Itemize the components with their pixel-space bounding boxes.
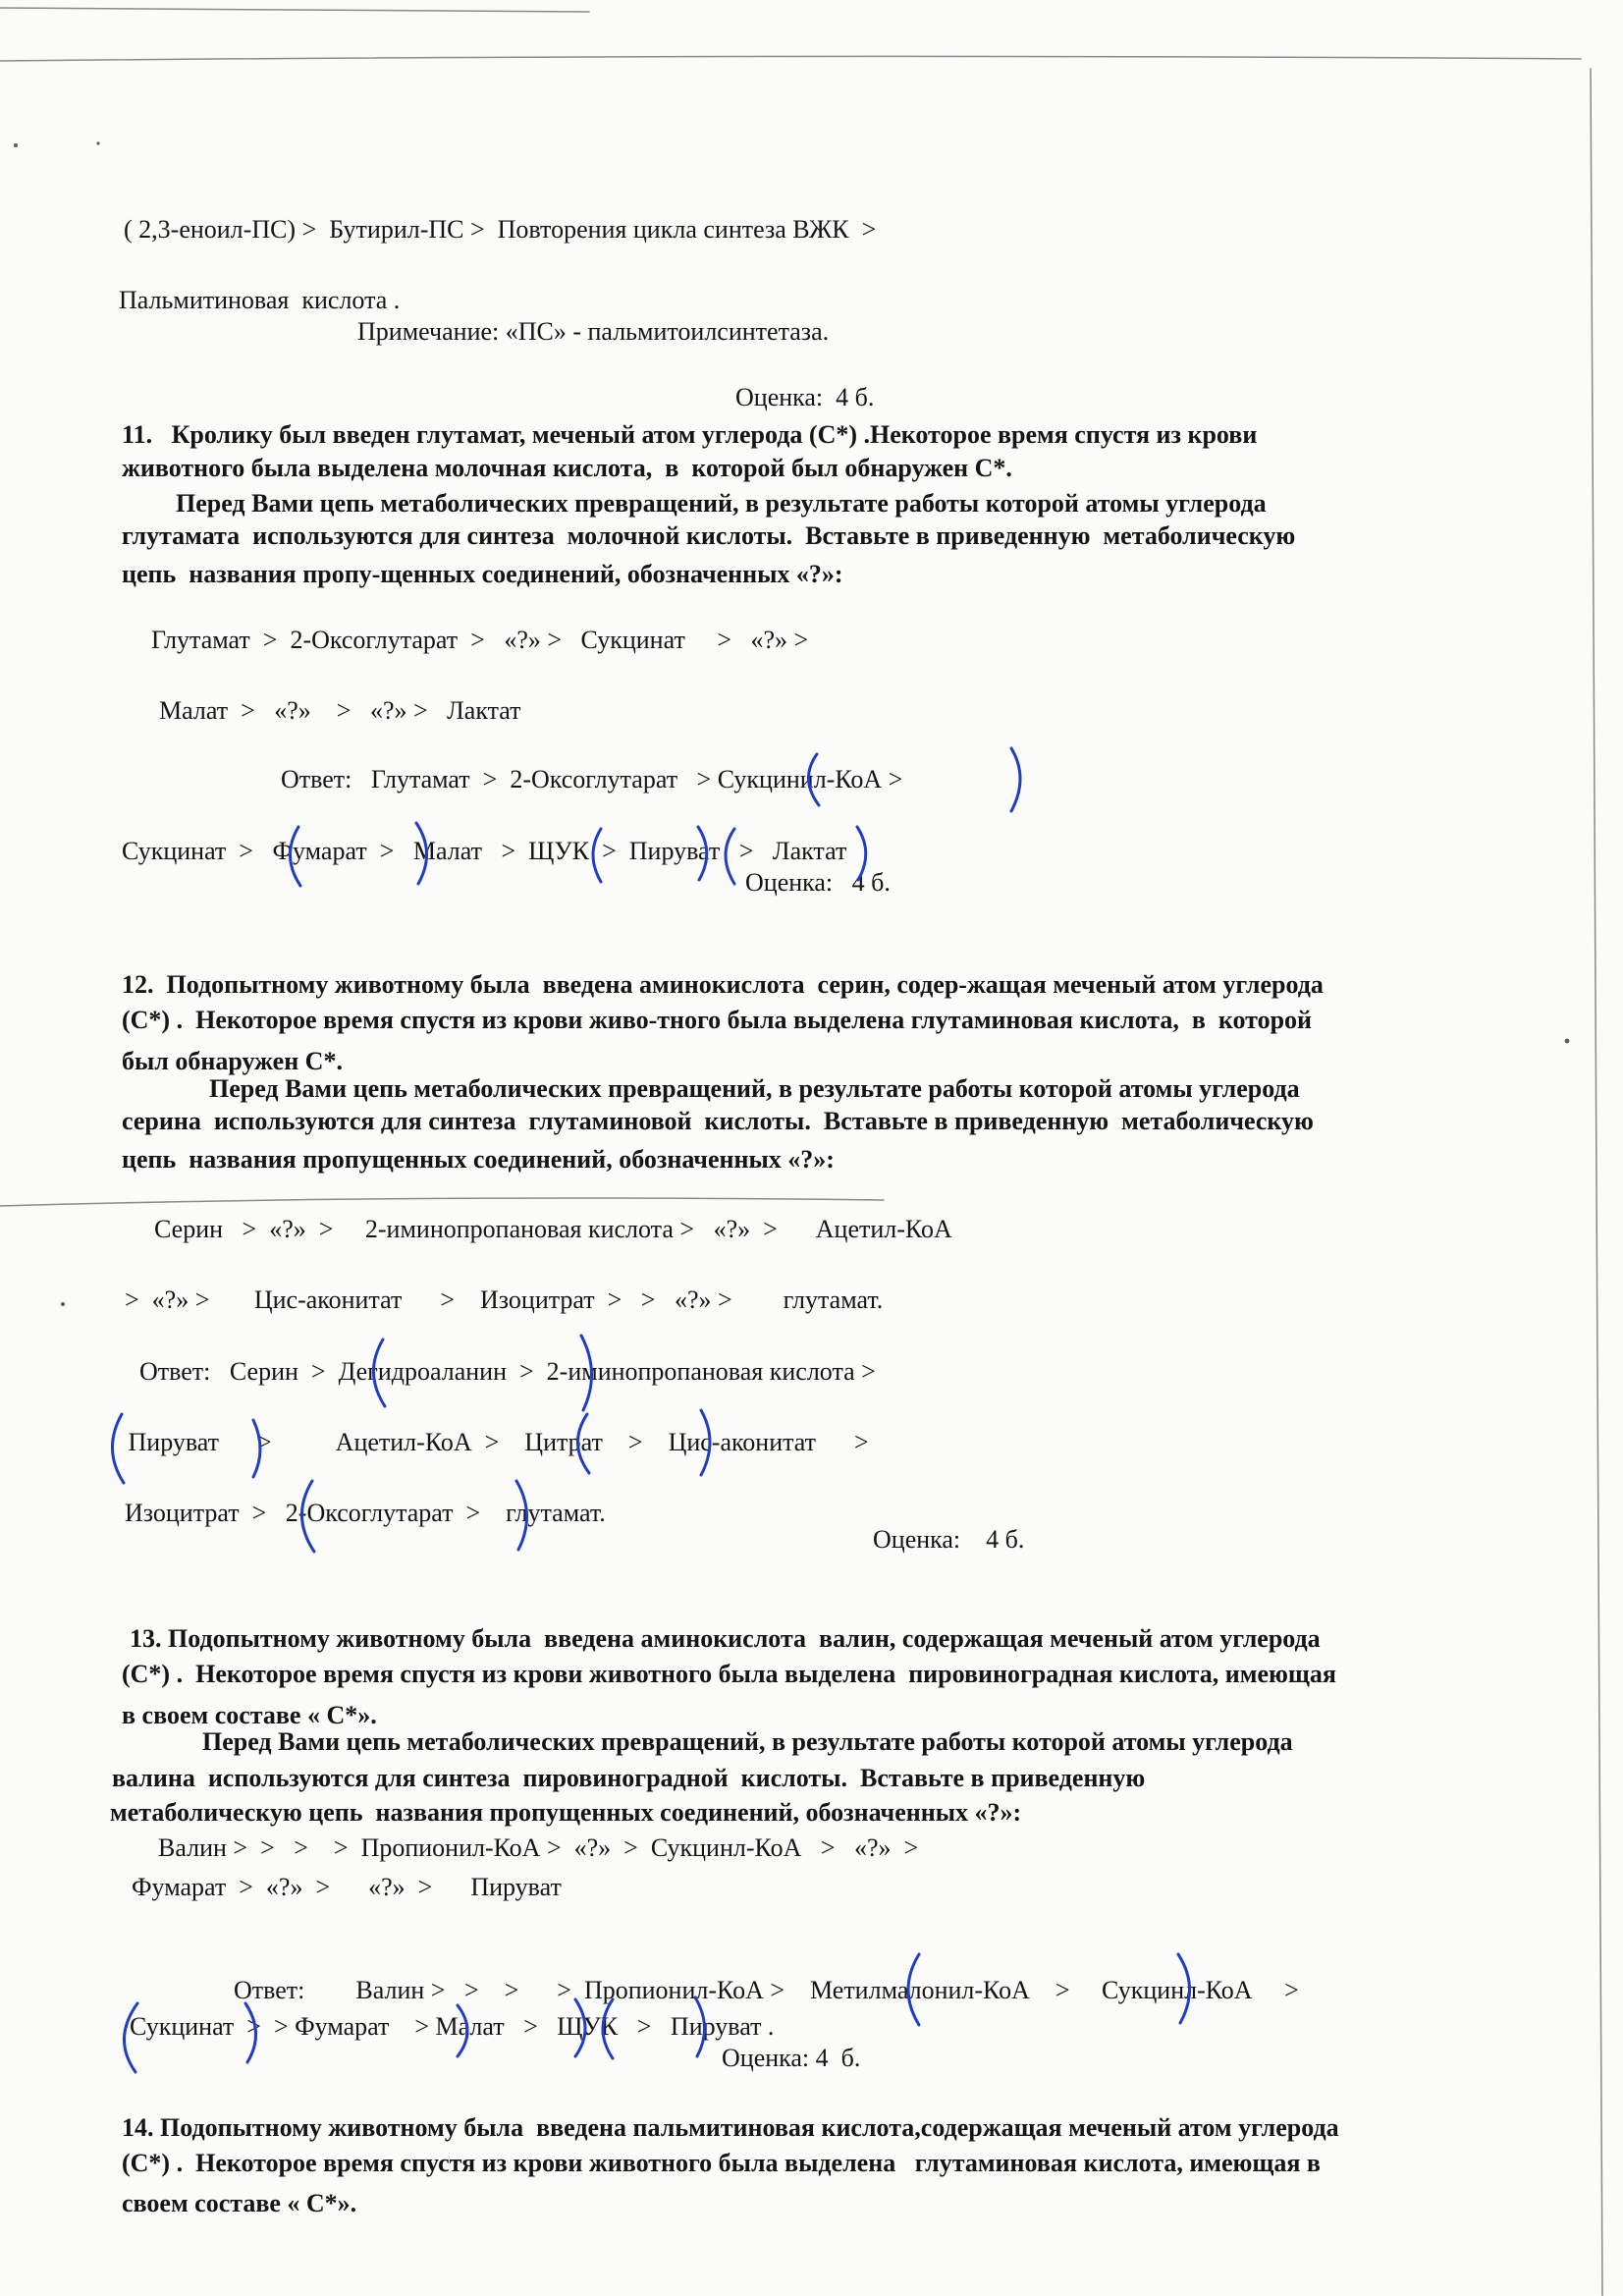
- q13-text: Перед Вами цепь метаболических превращений, в результате работы которой атомы углерода: [202, 1727, 1293, 1756]
- q12-text: Перед Вами цепь метаболических превращений, в результате работы которой атомы углерода: [209, 1074, 1300, 1103]
- q14-text: своем составе « С*».: [122, 2189, 357, 2217]
- q13-chain: Фумарат > «?» > «?» > Пируват: [132, 1873, 562, 1901]
- note-line: Примечание: «ПС» - пальмитоилсинтетаза.: [357, 317, 830, 346]
- score-line: Оценка: 4 б.: [735, 383, 875, 411]
- bracket-close: [1011, 748, 1020, 811]
- scan-fold-line: [0, 1198, 884, 1206]
- q11-answer: Сукцинат > Фумарат > Малат > ЩУК > Пируват > Лактат: [122, 837, 847, 865]
- q13-answer: Сукцинат > > Фумарат > Малат > ЩУК > Пируват .: [130, 2012, 775, 2041]
- q11-chain: Малат > «?» > «?» > Лактат: [159, 696, 521, 725]
- q11-text: 11. Кролику был введен глутамат, меченый атом углерода (С*) .Некоторое время спустя из крови: [122, 420, 1258, 449]
- q12-text: серина используются для синтеза глутаминовой кислоты. Вставьте в приведенную метаболическую: [122, 1107, 1314, 1135]
- scan-edge-page: [0, 56, 1581, 61]
- q12-answer: Пируват > Ацетил-КоА > Цитрат > Цис-аконитат >: [122, 1428, 869, 1456]
- q14-text: (С*) . Некоторое время спустя из крови животного была выделена глутаминовая кислота, имеющая в: [122, 2149, 1321, 2177]
- scan-speck: [96, 141, 99, 144]
- q13-chain: Валин > > > > Пропионил-КоА > «?» > Сукцинл-КоА > «?» >: [158, 1833, 919, 1862]
- scan-edge-top: [0, 8, 589, 12]
- q13-text: 13. Подопытному животному была введена аминокислота валин, содержащая меченый атом углерода: [130, 1624, 1321, 1653]
- q12-text: (С*) . Некоторое время спустя из крови живо-тного была выделена глутаминовая кислота, в которой: [122, 1006, 1313, 1034]
- q11-text: Перед Вами цепь метаболических превращений, в результате работы которой атомы углерода: [176, 489, 1267, 518]
- q11-chain: Глутамат > 2-Оксоглутарат > «?» > Сукцинат > «?» >: [151, 626, 809, 654]
- q13-text: валина используются для синтеза пировиноградной кислоты. Вставьте в приведенную: [112, 1764, 1146, 1792]
- q11-text: цепь названия пропу-щенных соединений, обозначенных «?»:: [122, 560, 843, 588]
- q12-answer: Изоцитрат > 2-Оксоглутарат > глутамат.: [125, 1499, 606, 1527]
- q14-text: 14. Подопытному животному была введена пальмитиновая кислота,содержащая меченый атом углерода: [122, 2113, 1339, 2142]
- q12-chain: Серин > «?» > 2-иминопропановая кислота > «?» > Ацетил-КоА: [154, 1215, 952, 1243]
- q12-text: был обнаружен С*.: [122, 1047, 343, 1075]
- scan-speck: [1565, 1039, 1570, 1044]
- q12-answer: Ответ: Серин > Дегидроаланин > 2-иминопропановая кислота >: [139, 1357, 876, 1386]
- q11-answer: Ответ: Глутамат > 2-Оксоглутарат > Сукцинил-КоА >: [281, 765, 903, 793]
- q12-chain: > «?» > Цис-аконитат > Изоцитрат > > «?» > глутамат.: [125, 1285, 884, 1314]
- q13-score: Оценка: 4 б.: [722, 2044, 861, 2072]
- scan-speck: [14, 143, 18, 147]
- scan-speck: [61, 1302, 65, 1306]
- text-line: ( 2,3-еноил-ПС) > Бутирил-ПС > Повторения цикла синтеза ВЖК >: [124, 215, 877, 244]
- q12-score: Оценка: 4 б.: [873, 1525, 1025, 1554]
- q11-text: животного была выделена молочная кислота, в которой был обнаружен С*.: [122, 454, 1012, 482]
- q12-text: цепь названия пропущенных соединений, обозначенных «?»:: [122, 1145, 835, 1174]
- q13-answer: Ответ: Валин > > > > Пропионил-КоА > Метилмалонил-КоА > Сукцинл-КоА >: [234, 1976, 1299, 2004]
- q12-text: 12. Подопытному животному была введена аминокислота серин, содер-жащая меченый атом углерода: [122, 970, 1324, 999]
- text-line: Пальмитиновая кислота .: [119, 286, 401, 314]
- q11-score: Оценка: 4 б.: [745, 868, 891, 897]
- q13-text: в своем составе « С*».: [122, 1701, 377, 1729]
- scan-edge-right: [1591, 69, 1602, 2296]
- q13-text: (С*) . Некоторое время спустя из крови животного была выделена пировиноградная кислота, имеющая: [122, 1660, 1336, 1688]
- q13-text: метаболическую цепь названия пропущенных соединений, обозначенных «?»:: [110, 1798, 1022, 1827]
- q11-text: глутамата используются для синтеза молочной кислоты. Вставьте в приведенную метаболическую: [122, 521, 1296, 550]
